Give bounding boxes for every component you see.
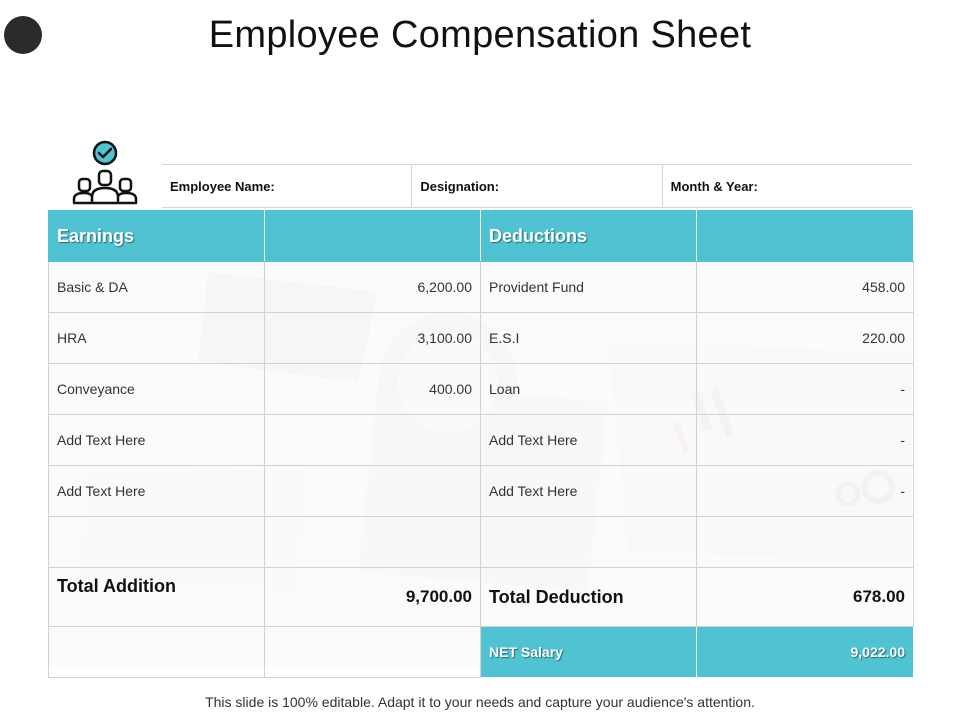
table-row xyxy=(49,415,914,466)
net-salary-row xyxy=(49,627,914,678)
earning-label[interactable]: Basic & DA xyxy=(49,262,265,313)
employee-name-label[interactable]: Employee Name: xyxy=(162,165,412,207)
deductions-header: Deductions xyxy=(481,211,697,262)
footer-note: This slide is 100% editable. Adapt it to your needs and capture your audience's attention. xyxy=(205,694,755,710)
page-title: Employee Compensation Sheet xyxy=(208,14,752,56)
earning-amount[interactable]: 400.00 xyxy=(265,364,481,415)
deduction-amount[interactable] xyxy=(697,517,914,568)
deduction-label[interactable]: Loan xyxy=(481,364,697,415)
designation-label[interactable]: Designation: xyxy=(412,165,662,207)
earning-label[interactable]: Add Text Here xyxy=(49,415,265,466)
deduction-amount[interactable]: - xyxy=(697,466,914,517)
deduction-amount[interactable]: 220.00 xyxy=(697,313,914,364)
deduction-label[interactable]: Add Text Here xyxy=(481,466,697,517)
deduction-amount[interactable]: - xyxy=(697,364,914,415)
table-row xyxy=(49,517,914,568)
total-deduction-label: Total Deduction xyxy=(481,568,697,627)
earning-amount[interactable] xyxy=(265,517,481,568)
month-year-label[interactable]: Month & Year: xyxy=(670,178,758,194)
compensation-table xyxy=(48,210,914,678)
deduction-label[interactable]: Add Text Here xyxy=(481,415,697,466)
deduction-label[interactable]: Provident Fund xyxy=(481,262,697,313)
deduction-label[interactable]: E.S.I xyxy=(481,313,697,364)
deduction-amount[interactable]: - xyxy=(697,415,914,466)
table-row xyxy=(49,364,914,415)
earning-label[interactable]: Conveyance xyxy=(49,364,265,415)
earning-label[interactable]: Add Text Here xyxy=(49,466,265,517)
net-spacer-cell xyxy=(49,627,265,678)
deductions-amount-header xyxy=(697,211,914,262)
earning-amount[interactable]: 6,200.00 xyxy=(265,262,481,313)
total-addition-value: 9,700.00 xyxy=(265,568,481,627)
net-salary-value: 9,022.00 xyxy=(697,627,914,678)
earning-amount[interactable] xyxy=(265,415,481,466)
deduction-amount[interactable]: 458.00 xyxy=(697,262,914,313)
earnings-header: Earnings xyxy=(49,211,265,262)
total-deduction-value: 678.00 xyxy=(697,568,914,627)
net-salary-label: NET Salary xyxy=(481,627,697,678)
earning-amount[interactable] xyxy=(265,466,481,517)
earnings-amount-header xyxy=(265,211,481,262)
total-addition-label: Total Addition xyxy=(49,568,265,627)
table-row xyxy=(49,466,914,517)
earning-label[interactable]: HRA xyxy=(49,313,265,364)
table-row xyxy=(49,262,914,313)
deduction-label[interactable] xyxy=(481,517,697,568)
net-spacer-cell xyxy=(265,627,481,678)
table-row xyxy=(49,313,914,364)
employees-check-icon xyxy=(70,139,142,209)
employee-info-bar xyxy=(162,164,912,208)
table-header-row xyxy=(49,211,914,262)
earning-label[interactable] xyxy=(49,517,265,568)
totals-row xyxy=(49,568,914,627)
earning-amount[interactable]: 3,100.00 xyxy=(265,313,481,364)
